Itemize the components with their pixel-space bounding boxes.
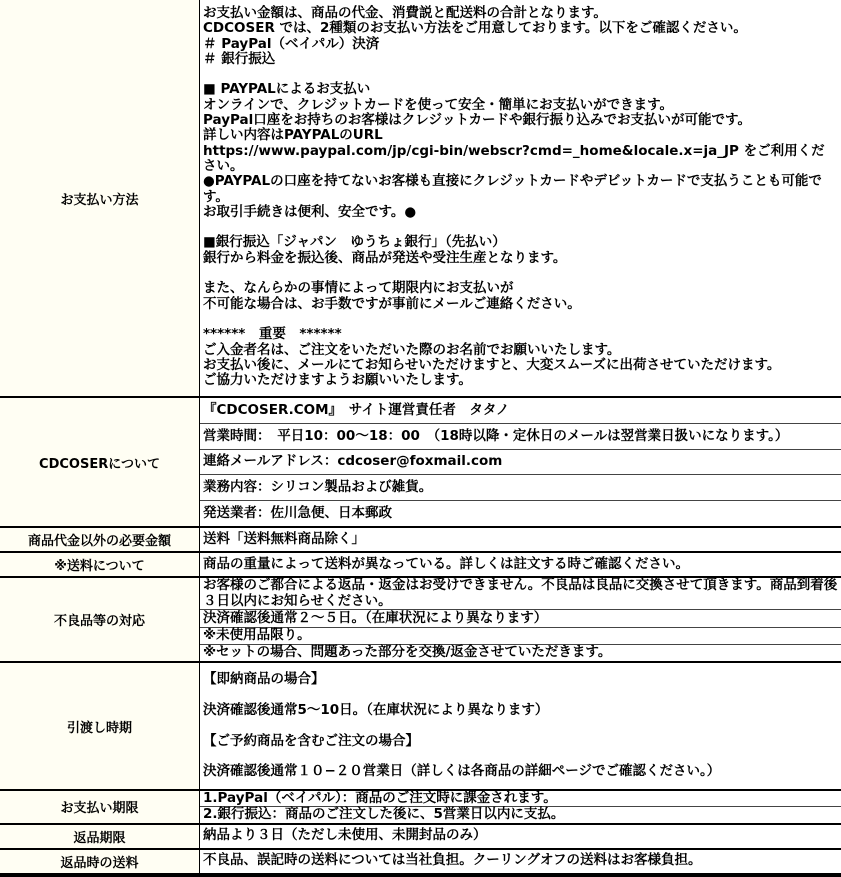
row-header-about-shipping-fee: ※送料について [0,553,200,576]
text-line: また、なんらかの事情によって期限内にお支払いが [203,280,514,297]
table-row-defective-items [0,578,841,663]
content-cell [200,449,841,475]
content-cell [200,398,841,423]
content-cell [200,609,841,626]
text-line: お客様のご都合による返品・返金はお受けできません。不良品は良品に交換させて頂きます。商品到着後３日以内にお知らせください。 [203,577,838,609]
table-row-return-deadline [0,825,841,850]
blank-line [203,749,838,764]
text-line: 【ご予約商品を含むご注文の場合】 [203,732,419,749]
text-line: ご協力いただけますようお願いいたします。 [203,372,472,389]
content-cell [200,627,841,644]
table-row-extra-fees [0,528,841,553]
text-line: 不良品、誤記時の送料については当社負担。クーリングオフの送料はお客様負担。 [203,852,702,869]
text-line: ■銀行振込「ジャパン ゆうちょ銀行」（先払い） [203,234,506,251]
row-header-payment-method: お支払い方法 [0,0,200,396]
table-row-delivery-time [0,663,841,791]
table-row-payment-deadline [0,791,841,825]
text-line: ●PAYPALの口座を持てないお客様も直接にクレジットカードやデビットカードで支払うことも可能です。 [203,173,822,205]
content-cell [200,663,841,789]
text-line: ＃ 銀行振込 [203,50,276,67]
row-content-payment-method [200,0,841,396]
table-row-payment-method [0,0,841,398]
row-content-extra-fees [200,528,841,551]
row-header-payment-deadline: お支払い期限 [0,791,200,823]
table-row-about-shipping-fee [0,553,841,578]
text-line: 銀行から料金を振込後、商品が発送や受注生産となります。 [203,249,567,266]
row-header-defective-items: 不良品等の対応 [0,578,200,661]
text-line: オンラインで、クレジットカードを使って安全・簡単にお支払いができます。 [203,96,674,113]
content-cell [200,578,841,609]
text-line: 商品の重量によって送料が異なっている。詳しくは註文する時ご確認ください。 [203,555,689,572]
content-cell [200,644,841,661]
text-line: ■ PAYPALによるお支払い [203,81,371,98]
row-header-extra-fees: 商品代金以外の必要金額 [0,528,200,551]
content-cell [200,0,841,396]
content-cell [200,500,841,526]
text-line: 不可能な場合は、お手数ですが事前にメールご連絡ください。 [203,295,581,312]
row-content-return-deadline [200,825,841,848]
text-line: 納品より３日（ただし未使用、未開封品のみ） [203,827,487,844]
content-cell [200,553,841,576]
text-line: ****** 重要 ****** [203,326,342,343]
text-line: ※セットの場合、問題あった部分を交換/返金させていただきます。 [203,644,612,661]
table-row-about-cdcoser [0,398,841,528]
row-header-about-cdcoser: CDCOSERについて [0,398,200,526]
content-cell [200,791,841,806]
table-row-return-shipping-fee [0,850,841,873]
text-line: ＃ PayPal（ベイパル）決済 [203,35,380,52]
text-line: ご入金者名は、ご注文をいただいた際のお名前でお願いいたします。 [203,341,621,358]
text-line: お支払い後に、メールにてお知らせいただけますと、大変スムーズに出荷させていただけます。 [203,356,781,373]
text-line: お取引手続きは便利、安全です。● [203,203,417,220]
blank-line [203,718,838,733]
text-line: 発送業者：佐川急便、日本郵政 [203,504,392,521]
row-header-return-deadline: 返品期限 [0,825,200,848]
content-cell [200,806,841,822]
text-line: 業務内容：シリコン製品および雑貨。 [203,479,433,496]
text-line: 『CDCOSER.COM』 サイト運営責任者 タタノ [203,401,510,418]
text-line: 【即納商品の場合】 [203,671,325,688]
row-content-about-shipping-fee [200,553,841,576]
row-content-payment-deadline [200,791,841,823]
content-cell [200,850,841,873]
text-line: 決済確認後通常5〜10日。（在庫状況により異なります） [203,702,549,719]
row-header-delivery-time: 引渡し時期 [0,663,200,789]
text-line: CDCOSER では、2種類のお支払い方法をご用意しております。以下をご確認ください。 [203,20,747,37]
text-line: 1.PayPal（ベイパル）：商品のご注文時に課金されます。 [203,790,557,806]
text-line: 2.銀行振込：商品のご注文した後に、5営業日以内に支払。 [203,806,565,823]
text-line: https://www.paypal.com/jp/cgi-bin/webscr?cmd=_home&locale.x=ja_JP をご利用ください。 [203,142,825,174]
text-line: 決済確認後通常１０−２０営業日（詳しくは各商品の詳細ページでご確認ください。） [203,763,721,780]
text-line: お支払い金額は、商品の代金、消費説と配送料の合計となります。 [203,5,607,21]
text-line: 詳しい内容はPAYPALのURL [203,127,383,144]
row-content-defective-items [200,578,841,661]
text-line: 営業時間： 平日10：00〜18：00 （18時以降・定休日のメールは翌営業日扱いになります。） [203,427,789,444]
text-line: 連絡メールアドレス：cdcoser@foxmail.com [203,453,503,470]
text-line: 決済確認後通常２〜５日。（在庫状況により異なります） [203,609,548,626]
content-cell [200,528,841,551]
content-cell [200,474,841,500]
blank-line [203,312,838,327]
content-cell [200,423,841,449]
text-line: 送料「送料無料商品除く」 [203,530,365,547]
content-cell [200,825,841,848]
row-header-return-shipping-fee: 返品時の送料 [0,850,200,873]
blank-line [203,688,838,703]
row-content-about-cdcoser [200,398,841,526]
text-line: PayPal口座をお持ちのお客様はクレジットカードや銀行振り込みでお支払いが可能です。 [203,112,751,129]
row-content-delivery-time [200,663,841,789]
text-line: ※未使用品限り。 [203,627,311,644]
row-content-return-shipping-fee [200,850,841,873]
